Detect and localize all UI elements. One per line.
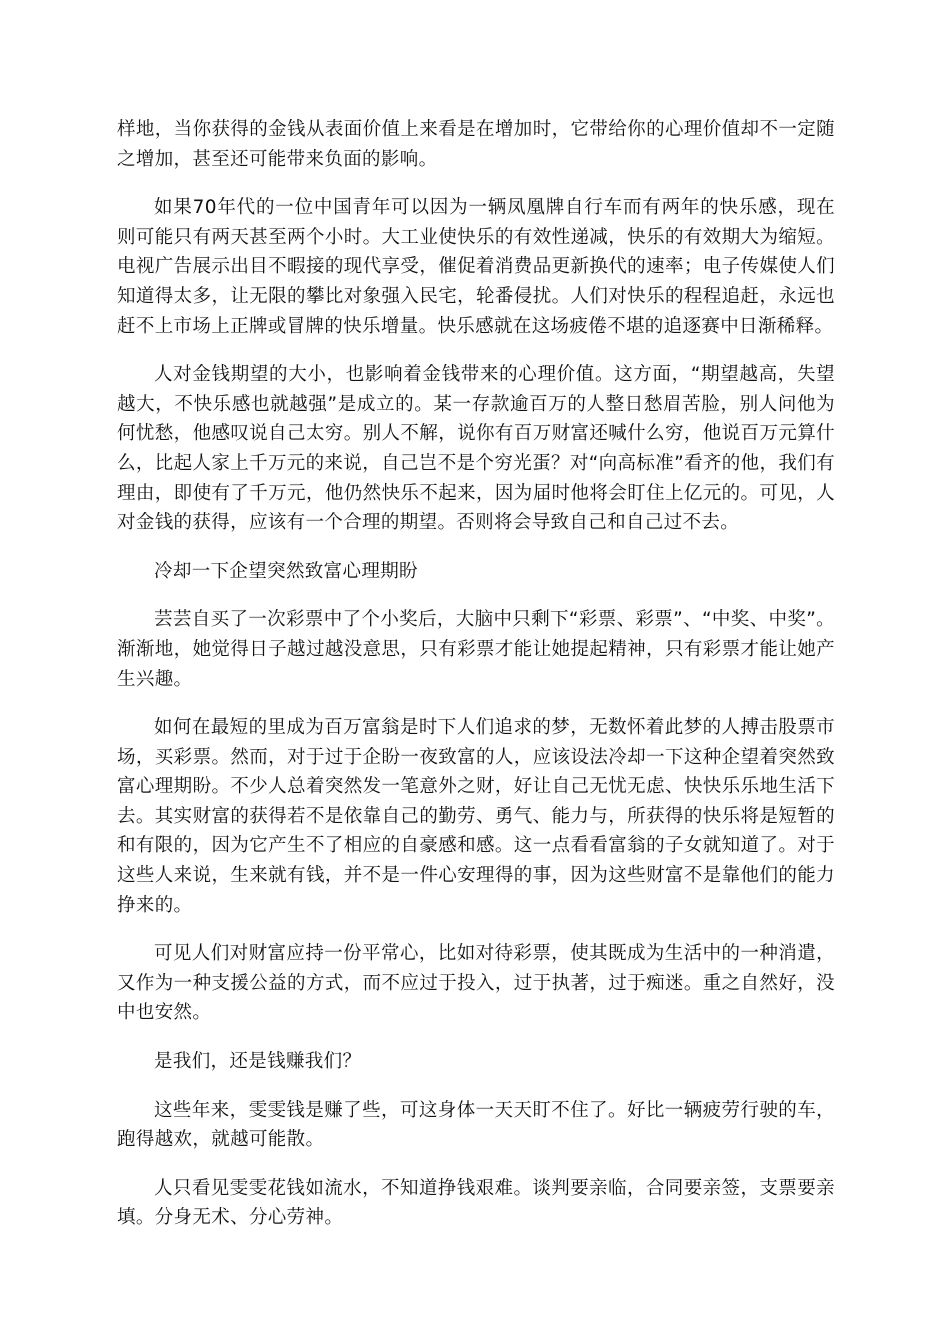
paragraph-ordinary-mind: 可见人们对财富应持一份平常心，比如对待彩票，使其既成为生活中的一种消遣，又作为一种支援公益的方式，而不应过于投入，过于执著，过于痴迷。重之自然好，没中也安然。 xyxy=(117,943,835,1024)
paragraph-hard-earning: 人只看见雯雯花钱如流水，不知道挣钱艰难。谈判要亲临，合同要亲签，支票要亲填。分身无术、分心劳神。 xyxy=(117,1177,835,1229)
paragraph-continuation: 样地，当你获得的金钱从表面价值上来看是在增加时，它带给你的心理价值却不一定随之增加，甚至还可能带来负面的影响。 xyxy=(117,119,835,170)
paragraph-lottery-story: 芸芸自买了一次彩票中了个小奖后，大脑中只剩下“彩票、彩票”、“中奖、中奖”。渐渐地，她觉得日子越过越没意思，只有彩票才能让她提起精神，只有彩票才能让她产生兴趣。 xyxy=(117,609,835,690)
paragraph-millionaire-dream: 如何在最短的里成为百万富翁是时下人们追求的梦，无数怀着此梦的人搏击股票市场，买彩票。然而，对于过于企盼一夜致富的人，应该设法冷却一下这种企望着突然致富心理期盼。不少人总着突然发一笔意外之财，好让自己无忧无虑、快快乐乐地生活下去。其实财富的获得若不是依靠自己的勤劳、勇气、能力与，所获得的快乐将是短暂的和有限的，因为它产生不了相应的自豪感和感。这一点看看富翁的子女就知道了。对于这些人来说，生来就有钱，并不是一件心安理得的事，因为这些财富不是靠他们的能力挣来的。 xyxy=(117,717,835,916)
paragraph-expectation: 人对金钱期望的大小，也影响着金钱带来的心理价值。这方面，“期望越高，失望越大，不快乐感也就越强”是成立的。某一存款逾百万的人整日愁眉苦脸，别人问他为何忧愁，他感叹说自己太穷。别人不解，说你有百万财富还喊什么穷，他说百万元算什么，比起人家上千万元的来说，自己岂不是个穷光蛋？对“向高标准”看齐的他，我们有理由，即使有了千万元，他仍然快乐不起来，因为届时他将会盯住上亿元的。可见，人对金钱的获得，应该有一个合理的期望。否则将会导致自己和自己过不去。 xyxy=(117,364,835,534)
document-body xyxy=(117,115,835,1252)
section-heading-who-earns: 是我们，还是钱赚我们？ xyxy=(154,1051,362,1073)
paragraph-tired-car: 这些年来，雯雯钱是赚了些，可这身体一天天盯不住了。好比一辆疲劳行驶的车，跑得越欢，就越可能散。 xyxy=(117,1099,835,1151)
section-heading-cool-down: 冷却一下企望突然致富心理期盼 xyxy=(154,560,418,582)
paragraph-happiness-decay: 如果70年代的一位中国青年可以因为一辆凤凰牌自行车而有两年的快乐感，现在则可能只有两天甚至两个小时。大工业使快乐的有效性递减，快乐的有效期大为缩短。电视广告展示出目不暇接的现代享受，催促着消费品更新换代的速率；电子传媒使人们知道得太多，让无限的攀比对象强入民宅，轮番侵扰。人们对快乐的程程追赶，永远也赶不上市场上正牌或冒牌的快乐增量。快乐感就在这场疲倦不堪的追逐赛中日渐稀释。 xyxy=(117,197,835,337)
